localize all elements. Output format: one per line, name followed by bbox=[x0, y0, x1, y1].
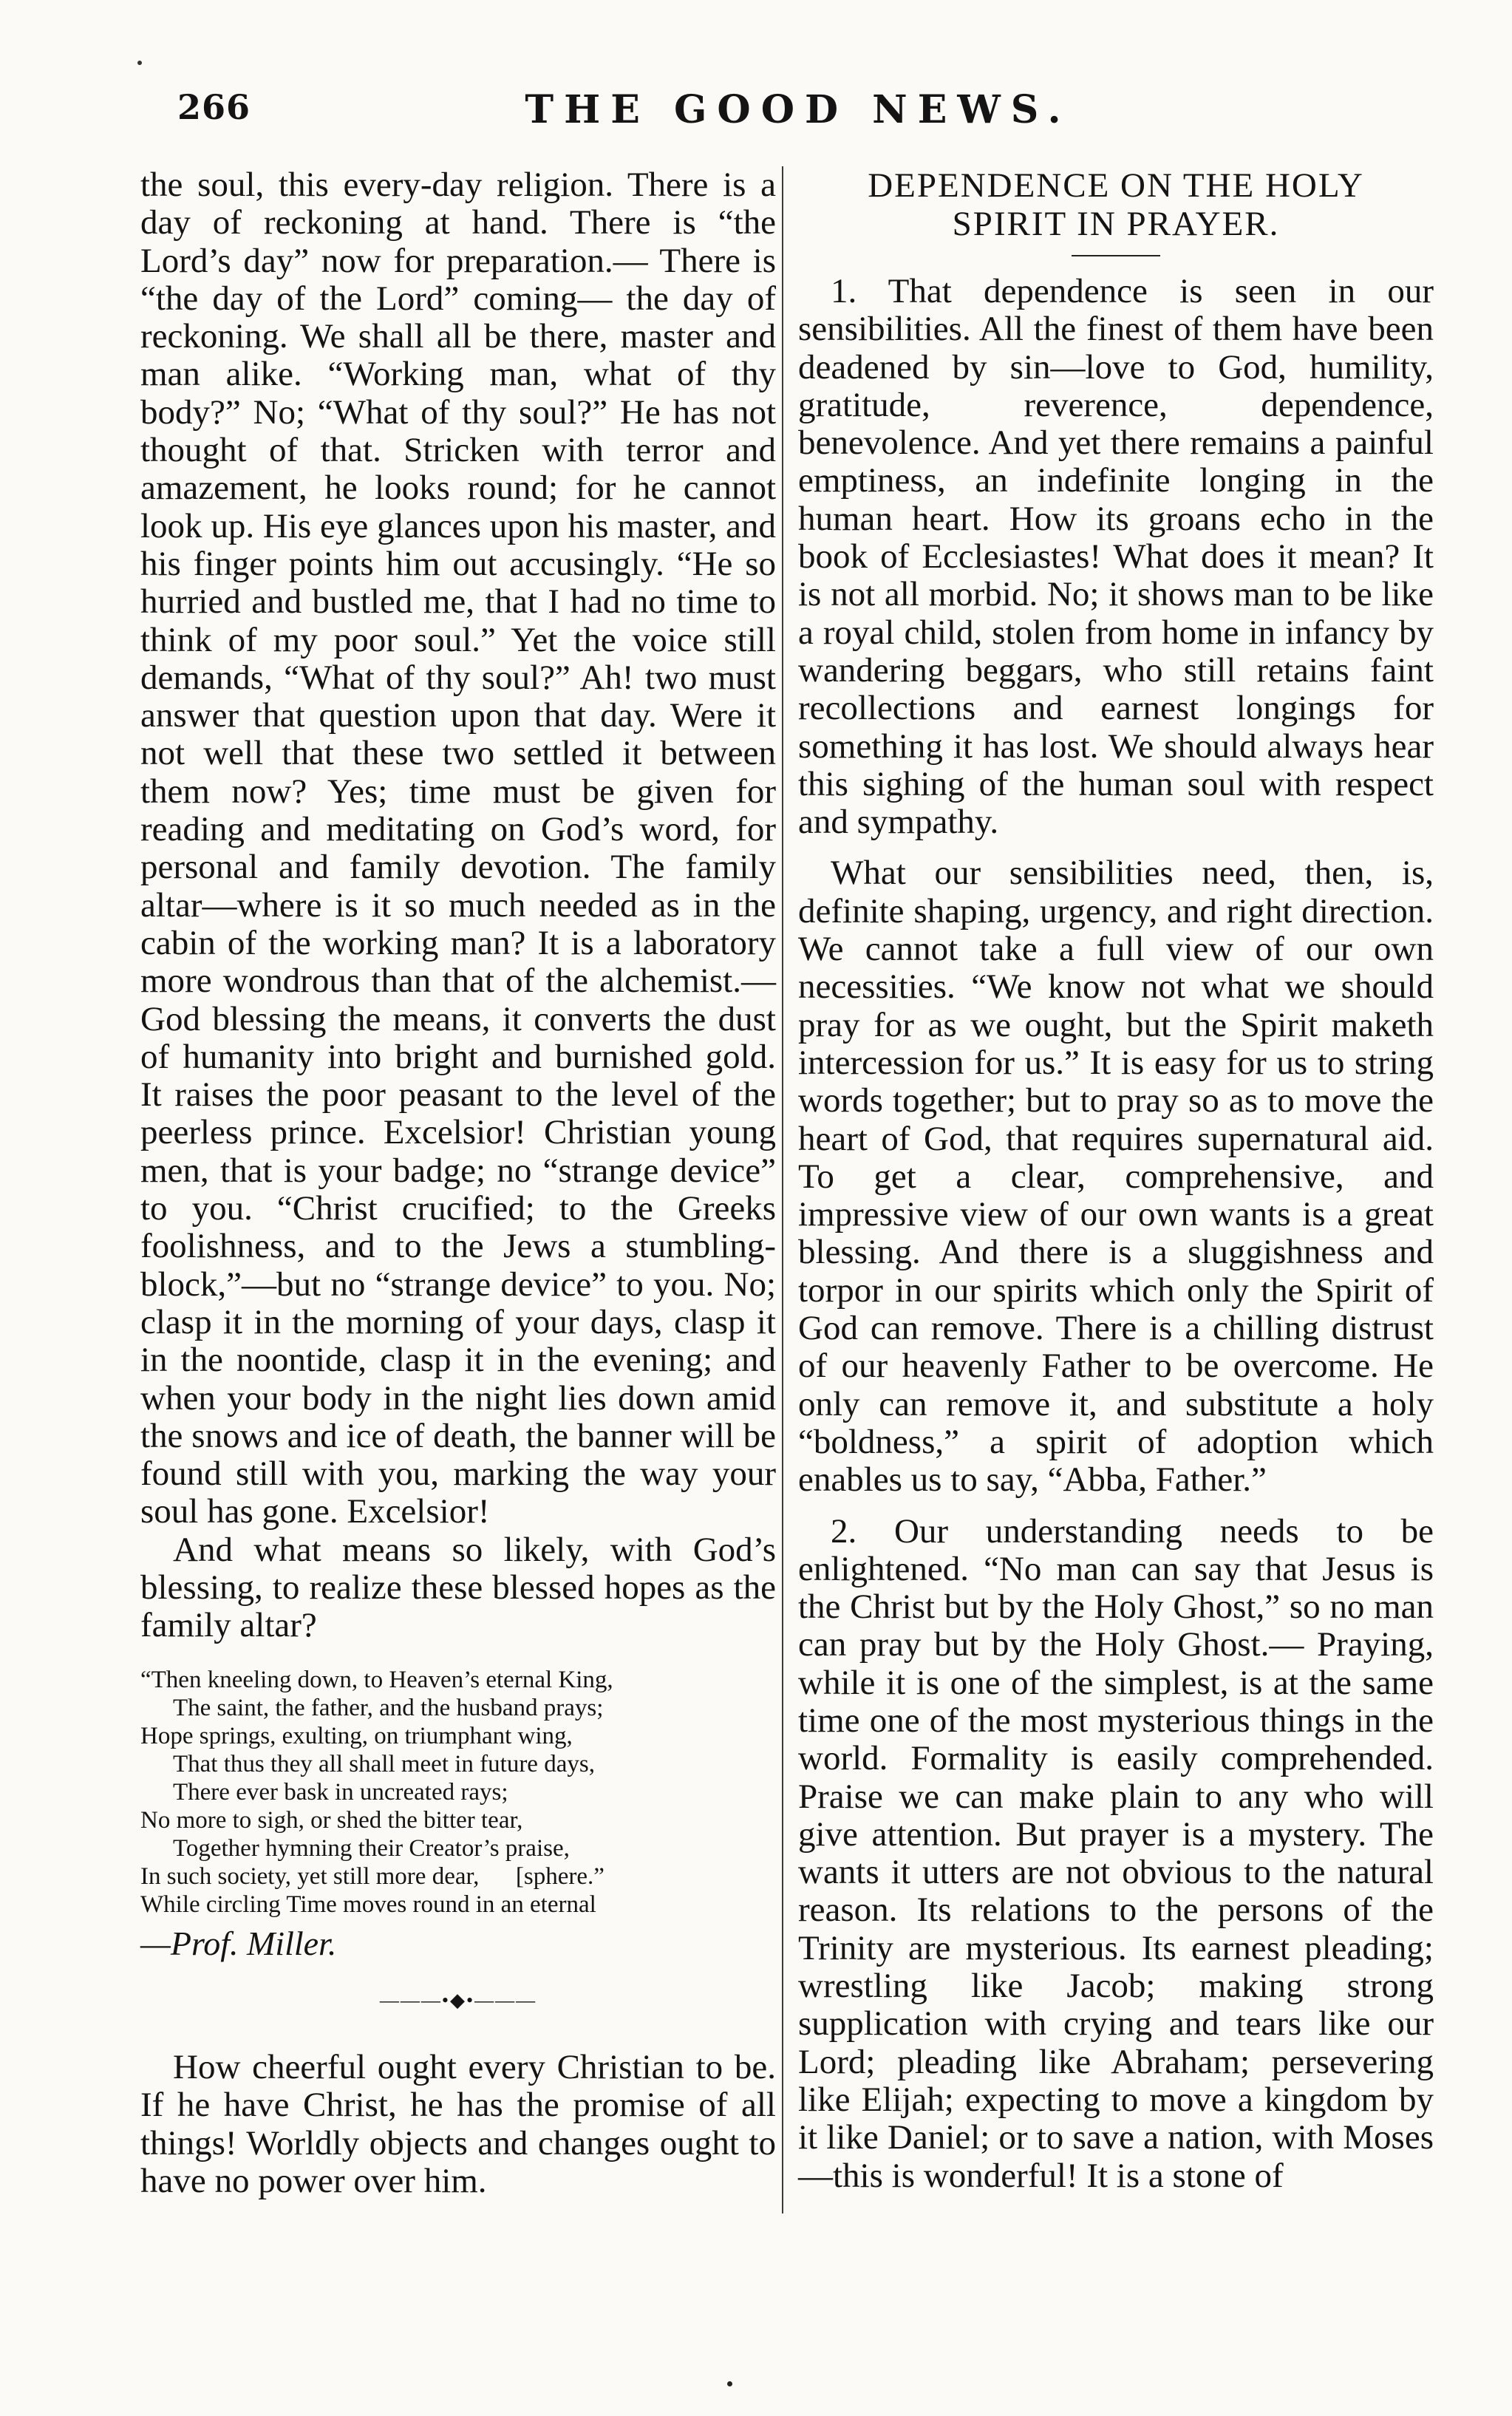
poem-line: That thus they all shall meet in future days, bbox=[173, 1750, 595, 1777]
poem-line: No more to sigh, or shed the bitter tear, bbox=[140, 1806, 523, 1834]
left-column bbox=[140, 166, 776, 2200]
body-paragraph: How cheerful ought every Christian to be. If he have Christ, he has the promise of all things! Worldly objects and changes ought to have no power over him. bbox=[140, 2048, 776, 2201]
page-number: 266 bbox=[177, 87, 251, 127]
body-paragraph: 1. That dependence is seen in our sensibilities. All the finest of them have been deadened by sin—love to God, humility, gratitude, reverence, dependence, benevolence. And yet there remains a painful emptiness, an indefinite longing in the human heart. How its groans echo in the book of Ecclesiastes! What does it mean? It is not all morbid. No; it shows man to be like a royal child, stolen from home in infancy by wandering beggars, who still retains faint recollections and earnest longings for something it has lost. We should always hear this sighing of the human soul with respect and sympathy. bbox=[798, 272, 1434, 842]
article-title bbox=[798, 166, 1434, 243]
body-paragraph: What our sensibilities need, then, is, definite shaping, urgency, and right direction. We cannot take a full view of our own necessities. “We know not what we should pray for as we ought, but the Spirit maketh intercession for us.” It is easy for us to string words together; but to pray so as to move the heart of God, that requires supernatural aid. To get a clear, comprehensive, and impressive view of our own wants is a great blessing. And there is a sluggishness and torpor in our spirits which only the Spirit of God can remove. There is a chilling distrust of our heavenly Father to be overcome. He only can remove it, and substitute a holy “boldness,” a spirit of adoption which enables us to say, “Abba, Father.” bbox=[798, 854, 1434, 1500]
body-paragraph: And what means so likely, with God’s blessing, to realize these blessed hopes as the family altar? bbox=[140, 1530, 776, 1645]
article-title-line: DEPENDENCE ON THE HOLY bbox=[868, 166, 1364, 205]
print-speck bbox=[727, 2381, 732, 2386]
poem-line: “Then kneeling down, to Heaven’s eternal King, bbox=[140, 1666, 613, 1693]
poem-line: Together hymning their Creator’s praise, bbox=[173, 1834, 570, 1862]
poem-attribution: —Prof. Miller. bbox=[140, 1924, 337, 1962]
poem-line: In such society, yet still more dear, [sphere.” bbox=[140, 1862, 605, 1890]
poem-line: Hope springs, exulting, on triumphant wing, bbox=[140, 1722, 573, 1749]
article-title-line: SPIRIT IN PRAYER. bbox=[952, 205, 1280, 243]
quoted-poem bbox=[140, 1666, 776, 1919]
poem-line: There ever bask in uncreated rays; bbox=[173, 1778, 508, 1806]
section-ornament: ———•◆•——— bbox=[379, 1989, 537, 2011]
running-title: THE GOOD NEWS. bbox=[525, 87, 1072, 132]
body-paragraph: 2. Our understanding needs to be enlightened. “No man can say that Jesus is the Christ but by the Holy Ghost,” so no man can pray but by the Holy Ghost.— Praying, while it is one of the simplest, is at the same time one of the most mysterious things in the world. Formality is easily comprehended. Praise we can make plain to any who will give attention. But prayer is a mystery. The wants it utters are not obvious to the natural reason. Its relations to the persons of the Trinity are mysterious. Its earnest pleading; wrestling like Jacob; making strong supplication with crying and tears like our Lord; pleading like Abraham; persevering like Elijah; expecting to move a kingdom by it like Daniel; or to save a nation, with Moses —this is wonderful! It is a stone of bbox=[798, 1511, 1434, 2195]
page-header bbox=[177, 87, 1419, 139]
column-divider bbox=[782, 166, 783, 2213]
print-speck bbox=[137, 61, 142, 65]
title-rule bbox=[1072, 255, 1160, 256]
poem-line: The saint, the father, and the husband prays; bbox=[173, 1694, 604, 1721]
poem-line: While circling Time moves round in an eternal bbox=[140, 1891, 596, 1918]
right-column bbox=[798, 166, 1434, 2195]
body-paragraph: the soul, this every-day religion. There is a day of reckoning at hand. There is “the Lord’s day” now for preparation.— There is “the day of the Lord” coming— the day of reckoning. We shall all be there, master and man alike. “Working man, what of thy body?” No; “What of thy soul?” He has not thought of that. Stricken with terror and amazement, he looks round; for he cannot look up. His eye glances upon his master, and his finger points him out accusingly. “He so hurried and bustled me, that I had no time to think of my poor soul.” Yet the voice still demands, “What of thy soul?” Ah! two must answer that question upon that day. Were it not well that these two settled it between them now? Yes; time must be given for reading and meditating on God’s word, for personal and family devotion. The family altar—where is it so much needed as in the cabin of the working man? It is a laboratory more wondrous than that of the alchemist.— God blessing the means, it converts the dust of humanity into bright and burnished gold. It raises the poor peasant to the level of the peerless prince. Excelsior! Christian young men, that is your badge; no “strange device” to you. “Christ crucified; to the Greeks foolishness, and to the Jews a stumbling-block,”—but no “strange device” to you. No; clasp it in the morning of your days, clasp it in the noontide, clasp it in the evening; and when your body in the night lies down amid the snows and ice of death, the banner will be found still with you, marking the way your soul has gone. Excelsior! bbox=[140, 166, 776, 1531]
